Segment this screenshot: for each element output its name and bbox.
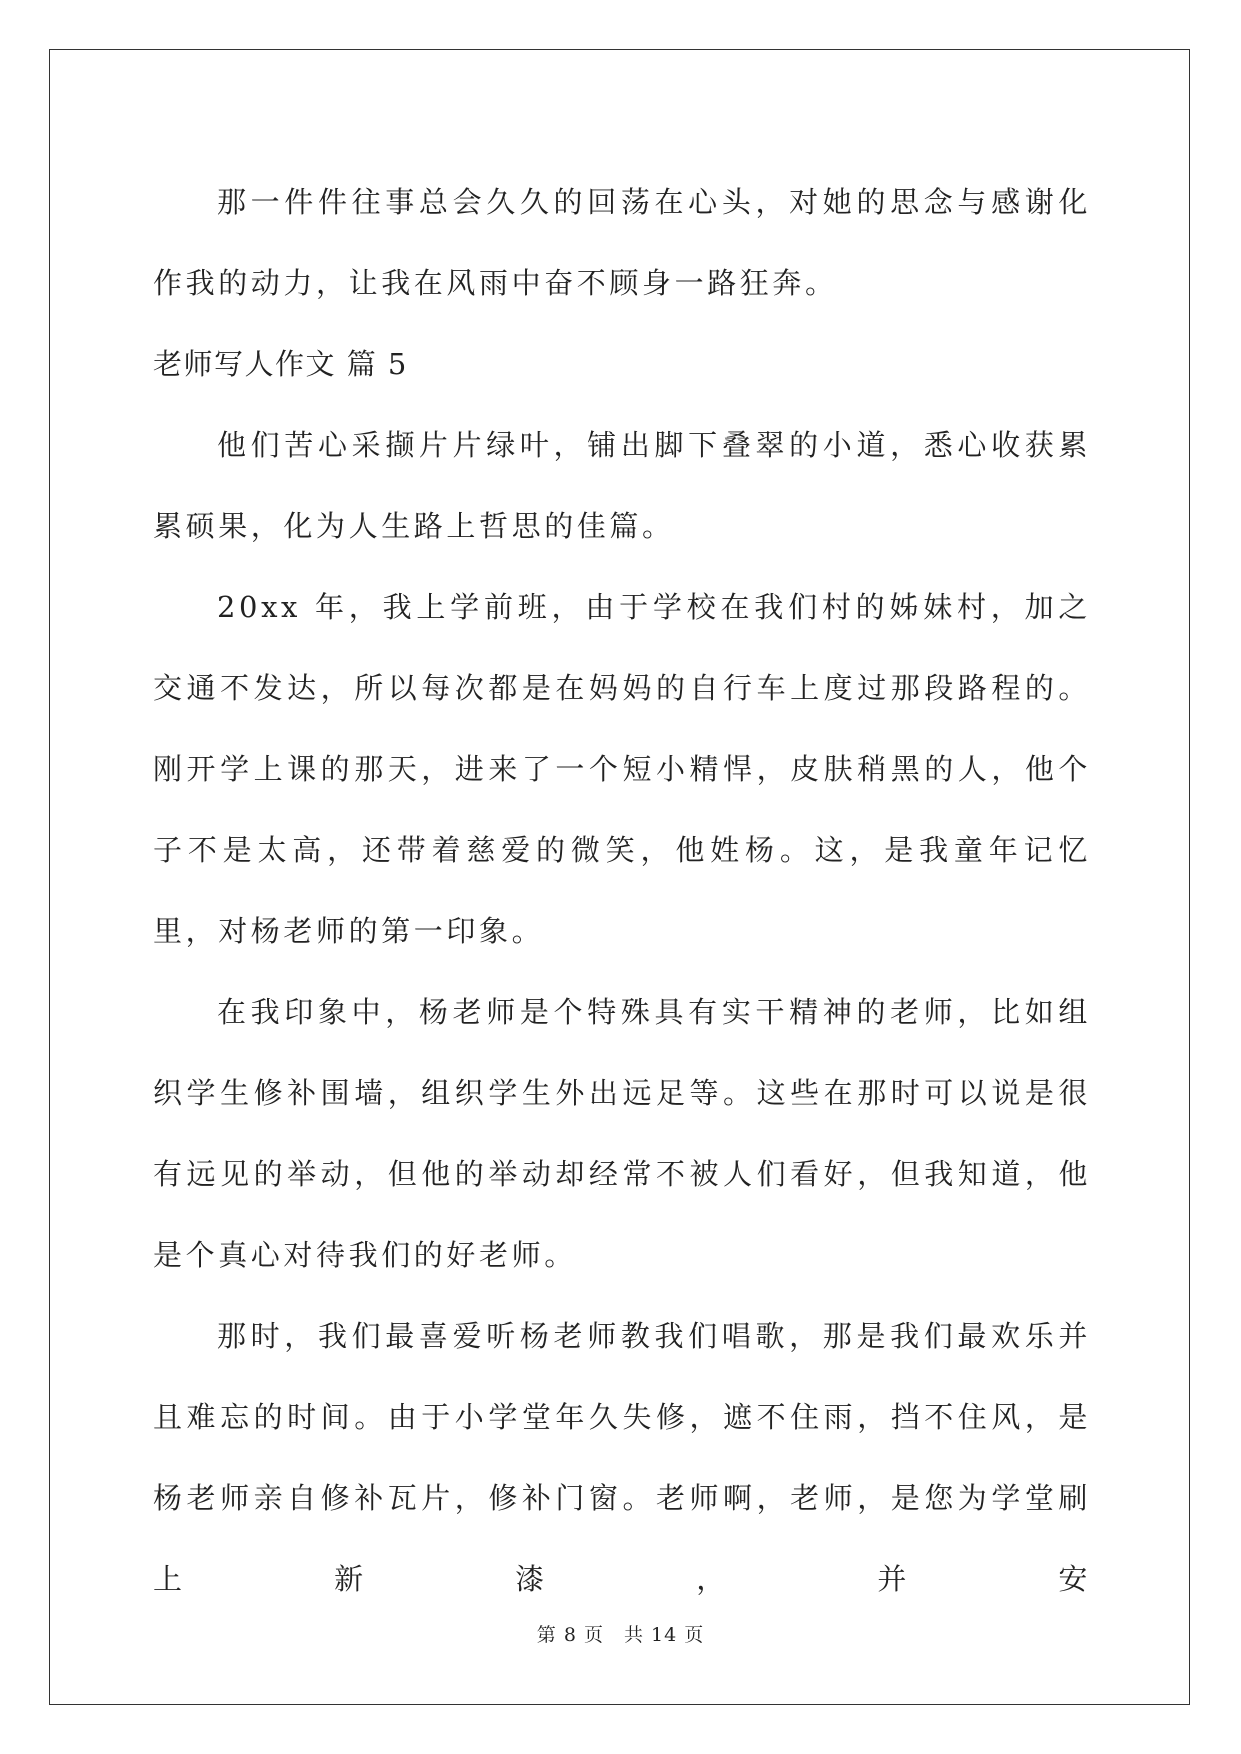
paragraph: 20xx 年，我上学前班，由于学校在我们村的姊妹村，加之交通不发达，所以每次都是在妈妈的自行车上度过那段路程的。刚开学上课的那天，进来了一个短小精悍，皮肤稍黑的人，他个子不是太高，还带着慈爱的微笑，他姓杨。这，是我童年记忆里，对杨老师的第一印象。 xyxy=(153,590,1091,948)
paragraph: 那一件件往事总会久久的回荡在心头，对她的思念与感谢化作我的动力，让我在风雨中奋不顾身一路狂奔。 xyxy=(153,185,1091,300)
paragraph: 那时，我们最喜爱听杨老师教我们唱歌，那是我们最欢乐并且难忘的时间。由于小学堂年久失修，遮不住雨，挡不住风，是杨老师亲自修补瓦片，修补门窗。老师啊，老师，是您为学堂刷上新漆，并安 xyxy=(153,1319,1091,1596)
document-body xyxy=(153,162,1091,1620)
section-heading: 老师写人作文 篇 5 xyxy=(153,347,408,381)
paragraph: 他们苦心采撷片片绿叶，铺出脚下叠翠的小道，悉心收获累累硕果，化为人生路上哲思的佳篇。 xyxy=(153,428,1091,543)
page-footer: 第 8 页 共 14 页 xyxy=(536,1624,705,1646)
paragraph: 在我印象中，杨老师是个特殊具有实干精神的老师，比如组织学生修补围墙，组织学生外出远足等。这些在那时可以说是很有远见的举动，但他的举动却经常不被人们看好，但我知道，他是个真心对待我们的好老师。 xyxy=(153,995,1091,1272)
